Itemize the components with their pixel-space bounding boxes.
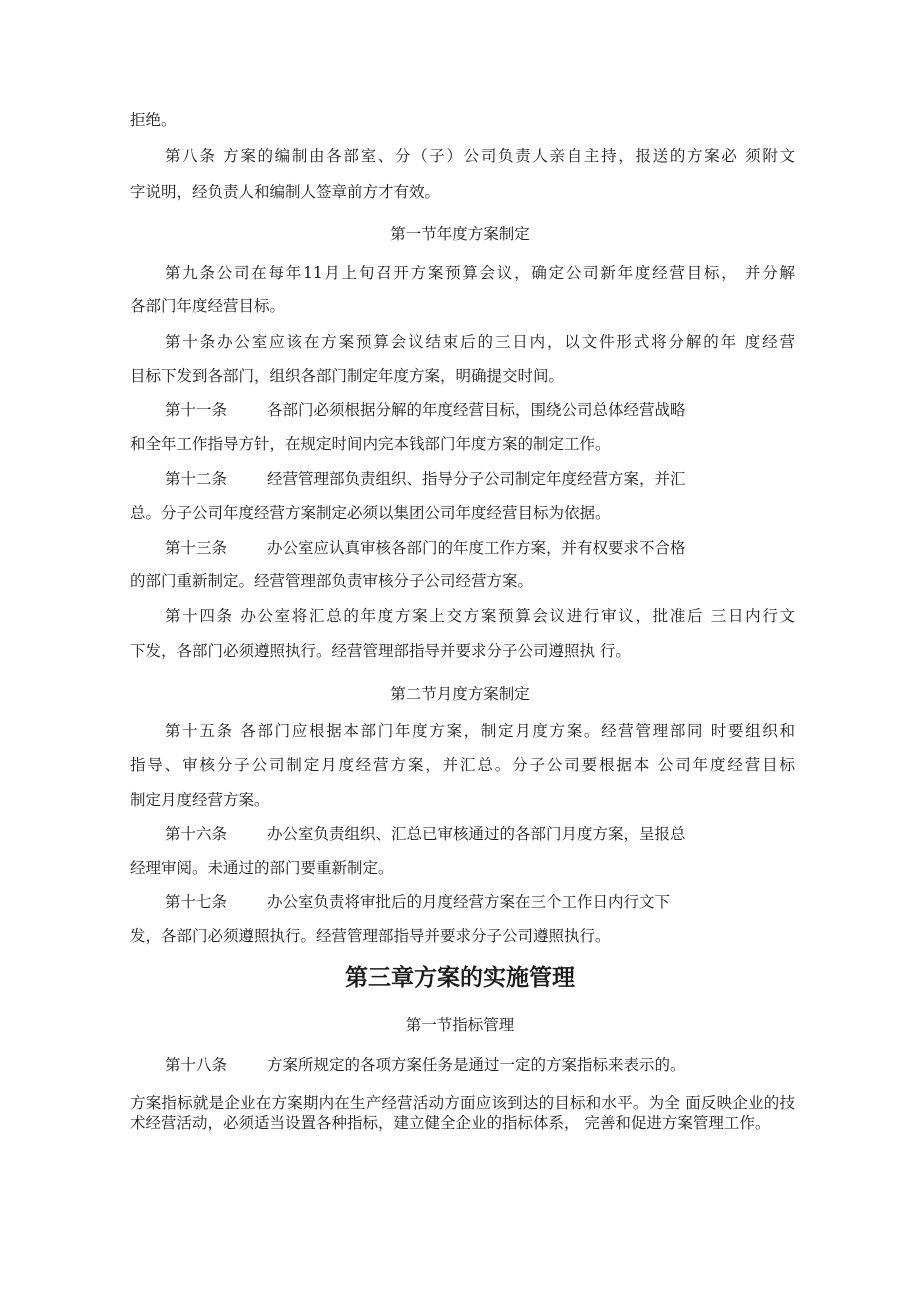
article-13-number: 第十三条 <box>165 539 228 557</box>
article-15-line-2: 指导、审核分子公司制定月度经营方案，并汇总。分子公司要根据本 公司年度经营目标 <box>130 756 795 774</box>
article-18-body: 方案指标就是企业在方案期内在生产经营活动方面应该到达的目标和水平。为全 面反映企业的技术经营活动，必须适当设置各种指标，建立健全企业的指标体系， 完善和促进方案管理工作。 <box>130 1094 795 1132</box>
article-17-line-1 <box>165 892 795 912</box>
article-11-text: 各部门必须根据分解的年度经营目标，围绕公司总体经营战略 <box>267 401 686 419</box>
article-10-line-1: 第十条办公室应该在方案预算会议结束后的三日内，以文件形式将分解的年 度经营 <box>165 333 795 351</box>
article-16-number: 第十六条 <box>165 825 228 843</box>
section-3-title: 第一节指标管理 <box>405 1016 515 1034</box>
article-11-line-1 <box>165 400 795 420</box>
article-15-line-1: 第十五条 各部门应根据本部门年度方案，制定月度方案。经营管理部同 时要组织和 <box>165 722 795 740</box>
article-12-text: 经营管理部负责组织、指导分子公司制定年度经营方案，并汇 <box>267 470 686 488</box>
article-14-line-2: 下发，各部门必须遵照执行。经营管理部指导并要求分子公司遵照执 行。 <box>130 642 631 660</box>
article-17-number: 第十七条 <box>165 893 228 911</box>
article-8-line-1: 第八条 方案的编制由各部室、分（子）公司负责人亲自主持，报送的方案必 须附文 <box>165 147 795 165</box>
article-16-text: 办公室负责组织、汇总已审核通过的各部门月度方案，呈报总 <box>267 825 686 843</box>
article-17-text: 办公室负责将审批后的月度经营方案在三个工作日内行文下 <box>267 893 671 911</box>
article-12-number: 第十二条 <box>165 470 228 488</box>
article-9-line-2: 各部门年度经营目标。 <box>130 297 286 315</box>
article-16-line-2: 经理审阅。未通过的部门要重新制定。 <box>130 859 394 877</box>
article-17-line-2: 发，各部门必须遵照执行。经营管理部指导并要求分子公司遵照执行。 <box>130 927 611 945</box>
article-15-line-3: 制定月度经营方案。 <box>130 791 270 809</box>
section-2-title: 第二节月度方案制定 <box>390 685 530 703</box>
article-11-number: 第十一条 <box>165 401 228 419</box>
article-13-text: 办公室应认真审核各部门的年度工作方案，并有权要求不合格 <box>267 539 686 557</box>
article-11-line-2: 和全年工作指导方针，在规定时间内完本钱部门年度方案的制定工作。 <box>130 435 611 453</box>
article-18-number: 第十八条 <box>165 1056 228 1074</box>
article-12-line-1 <box>165 469 795 489</box>
article-12-line-2: 总。分子公司年度经营方案制定必须以集团公司年度经营目标为依据。 <box>130 504 611 522</box>
article-13-line-2: 的部门重新制定。经营管理部负责审核分子公司经营方案。 <box>130 572 534 590</box>
article-18-line-1 <box>165 1055 795 1075</box>
section-1-title: 第一节年度方案制定 <box>390 225 530 243</box>
paragraph-line: 拒绝。 <box>130 111 177 129</box>
article-8-line-2: 字说明，经负责人和编制人签章前方才有效。 <box>130 183 441 201</box>
article-14-line-1: 第十四条 办公室将汇总的年度方案上交方案预算会议进行审议，批准后 三日内行文 <box>165 607 795 625</box>
article-10-line-2: 目标下发到各部门，组织各部门制定年度方案，明确提交时间。 <box>130 367 565 385</box>
article-16-line-1 <box>165 824 795 844</box>
article-13-line-1 <box>165 538 795 558</box>
article-9-line-1: 第九条公司在每年11月上旬召开方案预算会议，确定公司新年度经营目标， 并分解 <box>165 264 795 282</box>
article-18-text: 方案所规定的各项方案任务是通过一定的方案指标来表示的。 <box>267 1056 686 1074</box>
chapter-3-title: 第三章方案的实施管理 <box>345 965 575 991</box>
